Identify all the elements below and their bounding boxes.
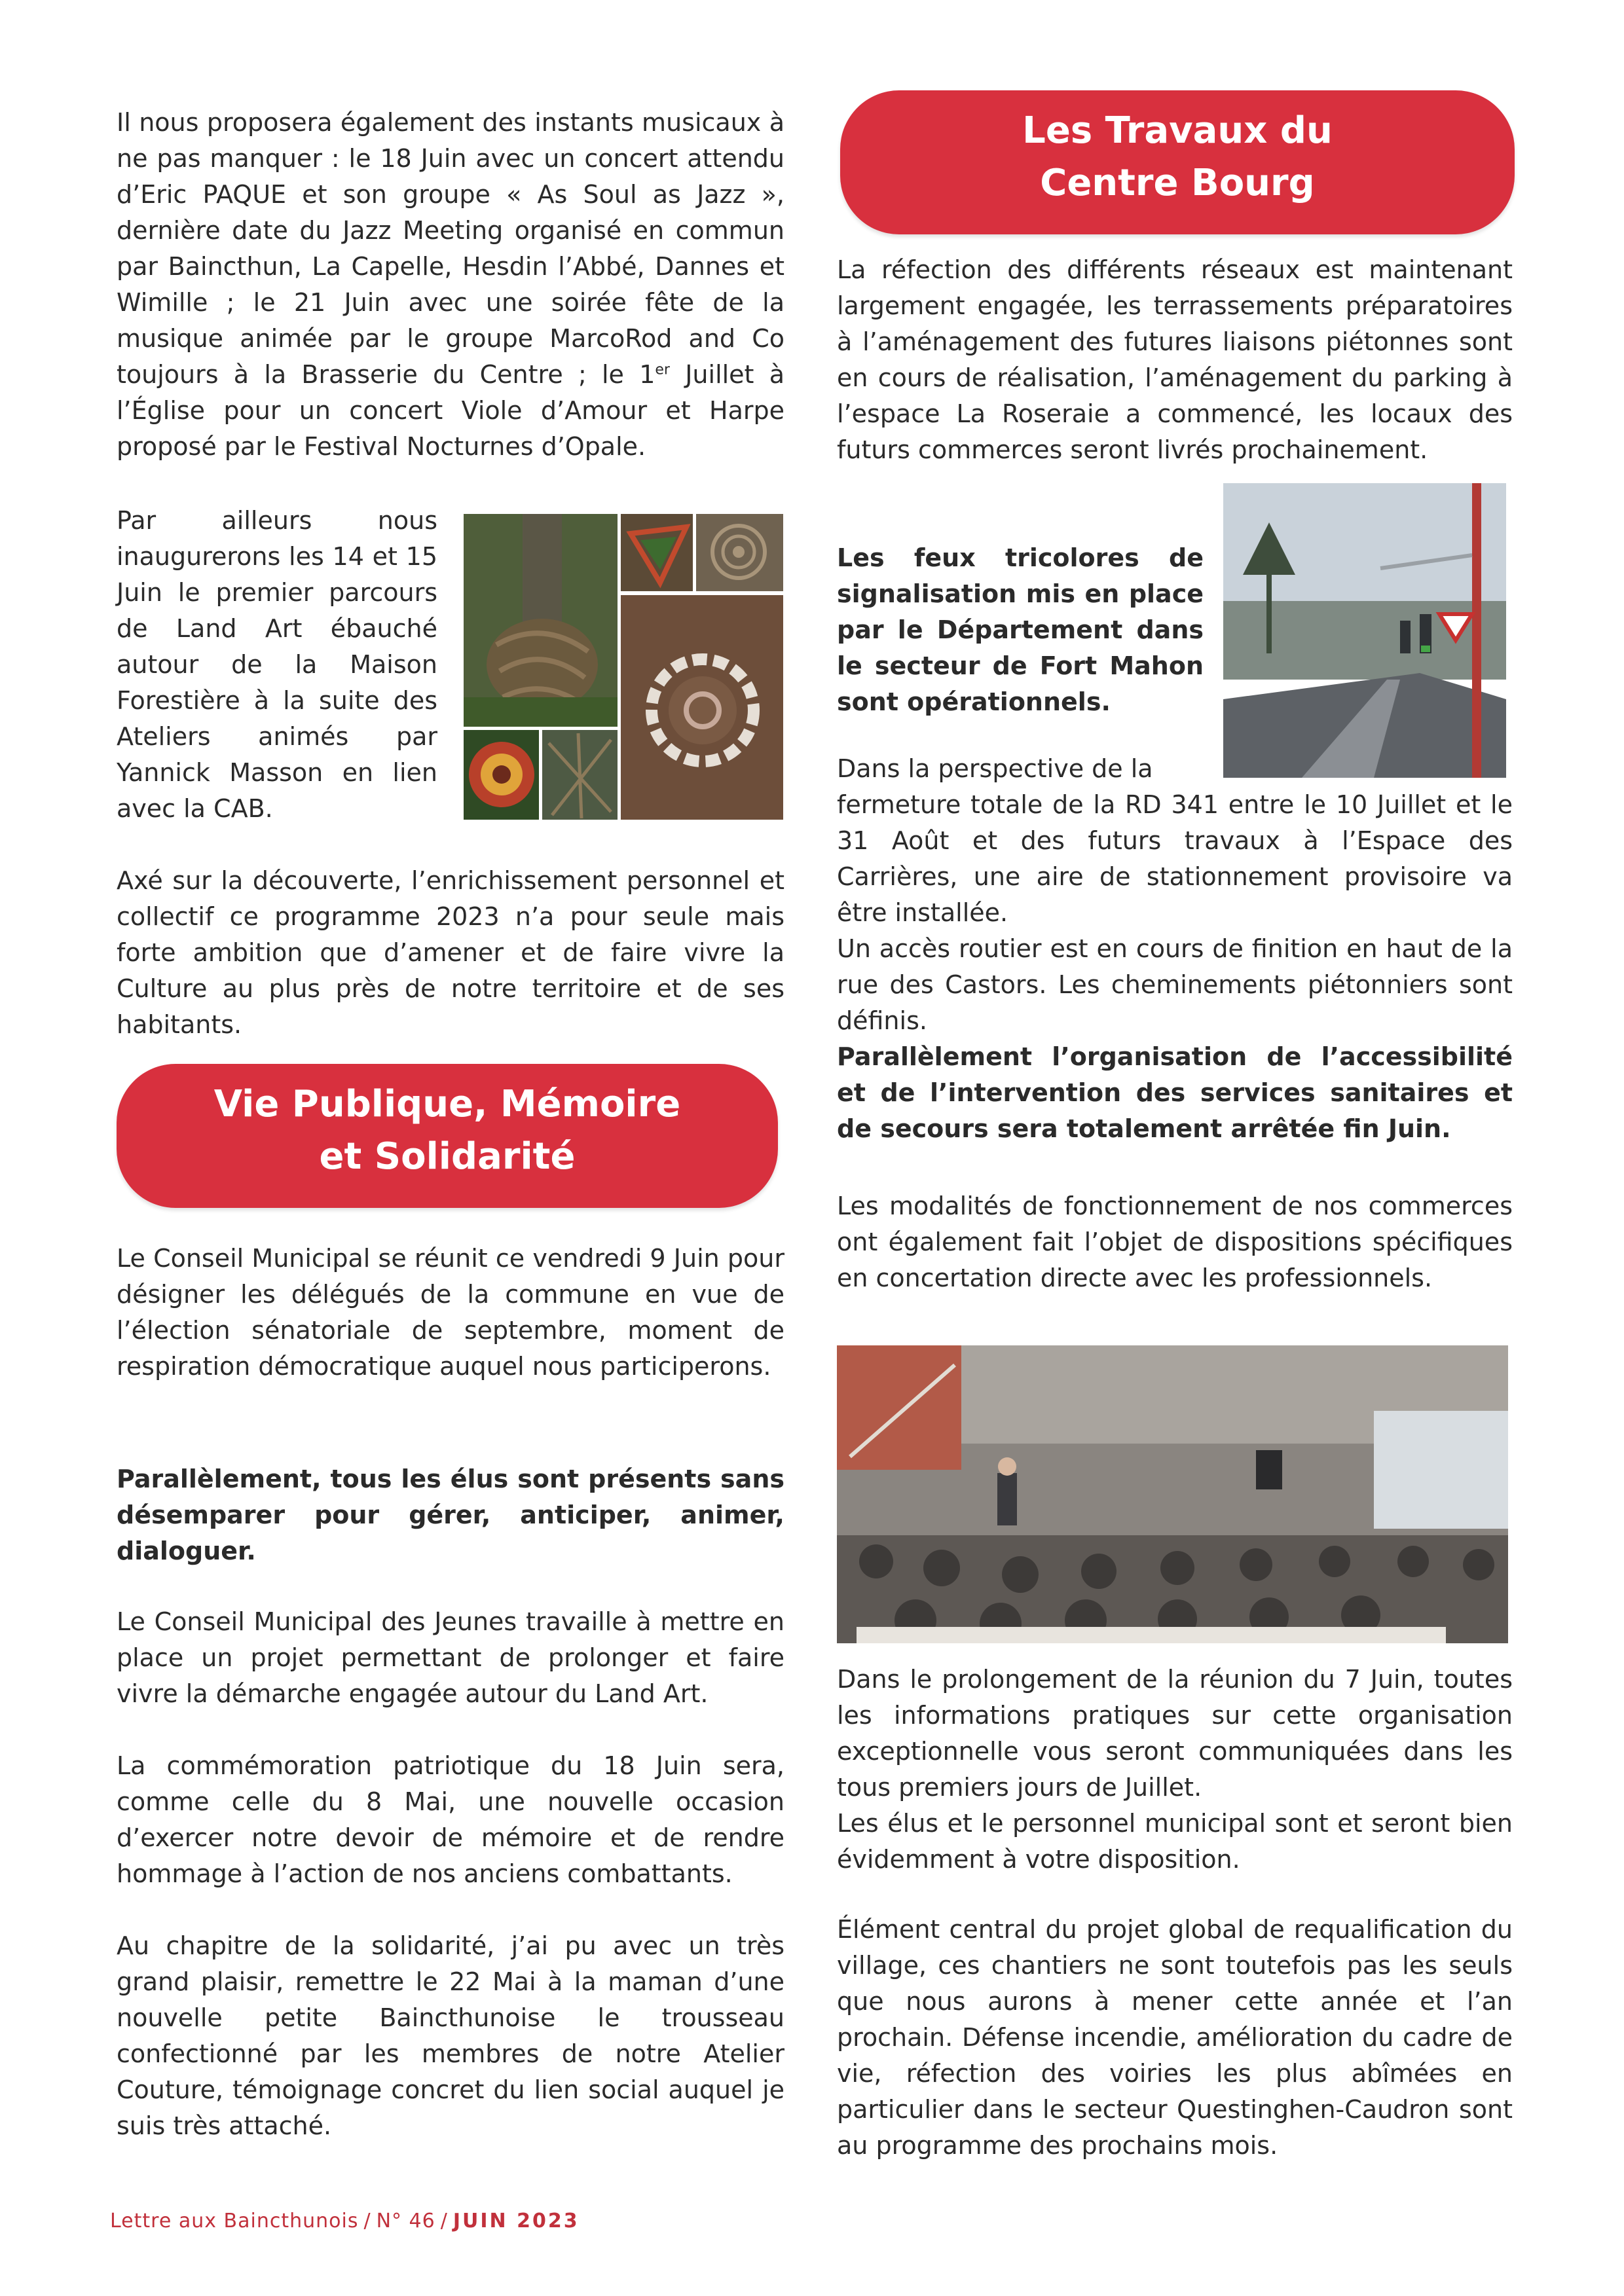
- footer-separator: /: [440, 2210, 448, 2232]
- paragraph-elus-disposition: Les élus et le personnel municipal sont et seront bien évidemment à votre disposition.: [837, 1809, 1513, 1874]
- paragraph-conseil-jeunes: Le Conseil Municipal des Jeunes travaille à mettre en place un projet permettant de prolonger et faire vivre la démarche engagée autour du Land Art.: [117, 1607, 784, 1708]
- paragraph-perspective-start: Dans la perspective de la: [837, 754, 1153, 783]
- paragraph-refection-reseaux: La réfection des différents réseaux est maintenant largement engagée, les terrassements préparatoires à l’aménagement des futures liaisons piétonnes sont en cours de réalisation, l’aménagement du parking à l’espace La Roseraie a commencé, les locaux des futurs commerces seront livrés prochainement.: [837, 255, 1513, 464]
- land-art-collage-image: [464, 514, 783, 820]
- page-footer: [110, 2210, 580, 2232]
- traffic-light-photo: [1223, 483, 1506, 778]
- paragraph-perspective-rest: fermeture totale de la RD 341 entre le 10 Juillet et le 31 Août et des futurs travaux à l’Espace des Carrières, une aire de stationnement provisoire va être installée.: [837, 790, 1513, 927]
- paragraph-commerces: Les modalités de fonctionnement de nos commerces ont également fait l’objet de dispositions spécifiques en concertation directe avec les professionnels.: [837, 1192, 1513, 1292]
- banner-title-line-1: Vie Publique, Mémoire: [213, 1083, 681, 1125]
- paragraph-commemoration: La commémoration patriotique du 18 Juin sera, comme celle du 8 Mai, une nouvelle occasion d’exercer notre devoir de mémoire et de rendre hommage à l’action de nos anciens combattants.: [117, 1751, 784, 1888]
- paragraph-ambition: Axé sur la découverte, l’enrichissement personnel et collectif ce programme 2023 n’a pour seule mais forte ambition que d’amener et de faire vivre la Culture au plus près de notre territoire et de ses habitants.: [117, 866, 784, 1039]
- footer-issue: N° 46: [376, 2210, 435, 2232]
- paragraph-requalification: Élément central du projet global de requalification du village, ces chantiers ne sont toutefois pas les seuls que nous aurons à mener cette année et l’an prochain. Défense incendie, amélioration du cadre de vie, réfection des voiries les plus abîmées en particulier dans le secteur Questinghen-Caudron sont au programme des prochains mois.: [837, 1915, 1513, 2160]
- public-meeting-photo: [837, 1345, 1508, 1643]
- public-meeting-image: [837, 1345, 1508, 1643]
- footer-month: JUIN 2023: [452, 2210, 580, 2232]
- prolongement-paragraph-block: [837, 1662, 1513, 1878]
- land-art-photo-collage: [464, 514, 783, 820]
- paragraph-accessibilite: Parallèlement l’organisation de l’accessibilité et de l’intervention des services sanitaires et de secours sera totalement arrêtée fin Juin.: [837, 1042, 1513, 1143]
- section-banner-travaux: [840, 90, 1515, 234]
- paragraph-solidarite: Au chapitre de la solidarité, j’ai pu avec un très grand plaisir, remettre le 22 Mai à la maman d’une nouvelle petite Baincthunoise le trousseau confectionné par les membres de notre Atelier Couture, témoignage concret du lien social auquel je suis très attaché.: [117, 1931, 784, 2140]
- paragraph-land-art: Par ailleurs nous inaugurerons les 14 et 15 Juin le premier parcours de Land Art ébauché autour de la Maison Forestière à la suite des Ateliers animés par Yannick Masson en lien avec la CAB.: [117, 506, 437, 823]
- requalification-paragraph-block: [837, 1912, 1513, 2164]
- jeunes-paragraph-block: [117, 1604, 784, 1712]
- paragraph-conseil-municipal: Le Conseil Municipal se réunit ce vendredi 9 Juin pour désigner les délégués de la commune en vue de l’élection sénatoriale de septembre, moment de respiration démocratique auquel nous participerons.: [117, 1244, 784, 1381]
- section-banner-vie-publique: [117, 1064, 778, 1208]
- commemoration-paragraph-block: [117, 1748, 784, 1892]
- paragraph-feux-tricolores: Les feux tricolores de signalisation mis en place par le Département dans le secteur de Fort Mahon sont opérationnels.: [837, 543, 1204, 716]
- elus-paragraph-block: [117, 1461, 784, 1569]
- feux-paragraph-block: [837, 540, 1204, 720]
- travaux-paragraph-block: [837, 252, 1513, 468]
- solidarite-paragraph-block: [117, 1928, 784, 2144]
- perspective-rest-block: [837, 787, 1513, 1147]
- paragraph-concerts: Il nous proposera également des instants musicaux à ne pas manquer : le 18 Juin avec un concert attendu d’Eric PAQUE et son groupe « As Soul as Jazz », dernière date du Jazz Meeting organisé en commun par Baincthun, La Capelle, Hesdin l’Abbé, Dannes et Wimille ; le 21 Juin avec une soirée fête de la musique animée par le groupe MarcoRod and Co toujours à la Brasserie du Centre ; le 1er Juillet à l’Église pour un concert Viole d’Amour et Harpe proposé par le Festival Nocturnes d’Opale.: [117, 108, 784, 461]
- banner-title-line-2: et Solidarité: [319, 1135, 576, 1178]
- banner-title-line-2: Centre Bourg: [1040, 162, 1315, 204]
- paragraph-acces-routier: Un accès routier est en cours de finition en haut de la rue des Castors. Les cheminements piétonniers sont définis.: [837, 934, 1513, 1035]
- perspective-start-block: [837, 751, 1204, 787]
- traffic-light-road-image: [1223, 483, 1506, 778]
- footer-separator: /: [363, 2210, 371, 2232]
- left-column: [117, 105, 784, 465]
- paragraph-prolongement: Dans le prolongement de la réunion du 7 Juin, toutes les informations pratiques sur cette organisation exceptionnelle vous seront communiquées dans les tous premiers jours de Juillet.: [837, 1665, 1513, 1802]
- superscript-er: er: [655, 361, 670, 378]
- land-art-paragraph-block: [117, 503, 437, 827]
- ambition-paragraph-block: [117, 863, 784, 1043]
- paragraph-elus-presents: Parallèlement, tous les élus sont présents sans désemparer pour gérer, anticiper, animer, dialoguer.: [117, 1465, 784, 1565]
- banner-title-line-1: Les Travaux du: [1022, 109, 1333, 152]
- footer-publication: Lettre aux Baincthunois: [110, 2210, 359, 2232]
- conseil-paragraph-block: [117, 1241, 784, 1385]
- commerces-paragraph-block: [837, 1188, 1513, 1296]
